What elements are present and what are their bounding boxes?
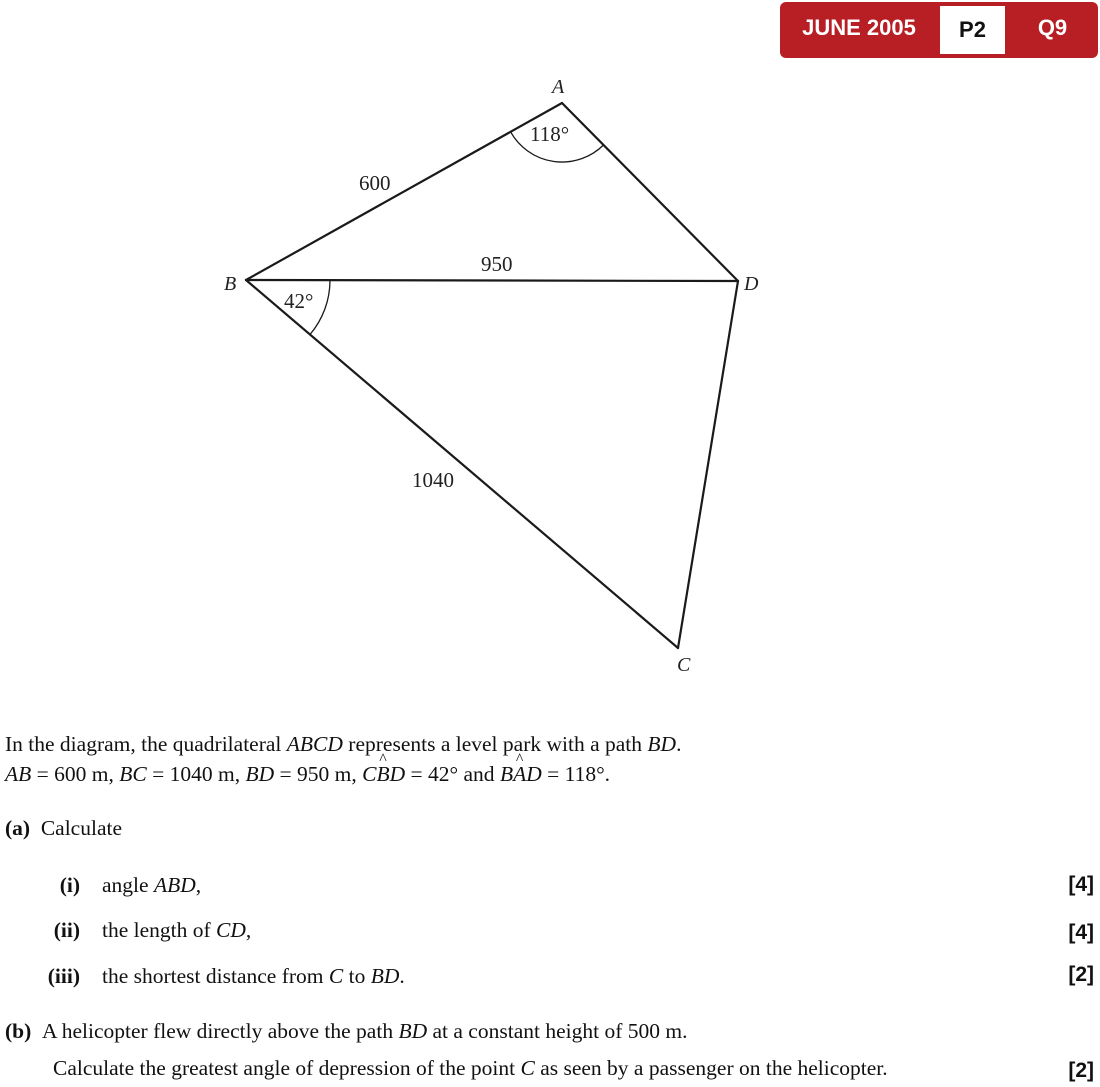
part-a-text: Calculate (40, 816, 123, 840)
vertex-label-c: C (677, 654, 691, 676)
side-bd-path (246, 280, 738, 281)
part-a-i-text: angle ABD, (102, 873, 202, 897)
side-bc (246, 280, 678, 648)
part-b-label: (b) (5, 1019, 32, 1043)
part-a-i-label: (i) (59, 873, 80, 897)
part-b-marks: [2] (1068, 1059, 1094, 1082)
angle-bad-notation: B^ AD (500, 762, 542, 786)
part-a-heading (5, 815, 122, 841)
intro-line-1: In the diagram, the quadrilateral ABCD represents a level park with a path BD. (5, 732, 682, 756)
exam-session-label: JUNE 2005 (802, 15, 916, 40)
part-a-ii-label: (ii) (53, 918, 80, 942)
angle-label-bad: 118° (530, 122, 570, 146)
part-a-ii-marks: [4] (1068, 921, 1094, 944)
question-number-label: Q9 (1037, 15, 1068, 40)
side-ad (562, 103, 738, 281)
part-b-line-1: (b) A helicopter flew directly above the path BD at a constant height of 500 m. (5, 1019, 688, 1043)
part-a-ii-text: the length of CD, (102, 918, 252, 942)
part-a-iii-label: (iii) (47, 964, 80, 988)
side-label-bd: 950 (481, 252, 513, 276)
angle-cbd-notation: C^ BD (362, 762, 405, 786)
part-a-iii-text: the shortest distance from C to BD. (102, 964, 405, 988)
part-a-iii-marks: [2] (1068, 963, 1094, 986)
side-label-ab: 600 (359, 171, 391, 195)
part-a-label: (a) (5, 816, 31, 840)
side-ab (246, 103, 562, 280)
part-b-line-2: Calculate the greatest angle of depression of the point C as seen by a passenger on the helicopter. (53, 1056, 888, 1080)
vertex-label-b: B (224, 273, 237, 295)
side-label-bc: 1040 (412, 468, 454, 492)
angle-label-cbd: 42° (284, 289, 314, 313)
paper-number-label: P2 (940, 6, 1005, 54)
part-a-i-marks: [4] (1068, 873, 1094, 896)
intro-line-2: AB = 600 m, BC = 1040 m, BD = 950 m, C^ BD = 42° and B^ AD = 118°. (5, 761, 610, 787)
vertex-label-d: D (744, 273, 759, 295)
side-cd (678, 281, 738, 648)
vertex-label-a: A (552, 76, 565, 98)
